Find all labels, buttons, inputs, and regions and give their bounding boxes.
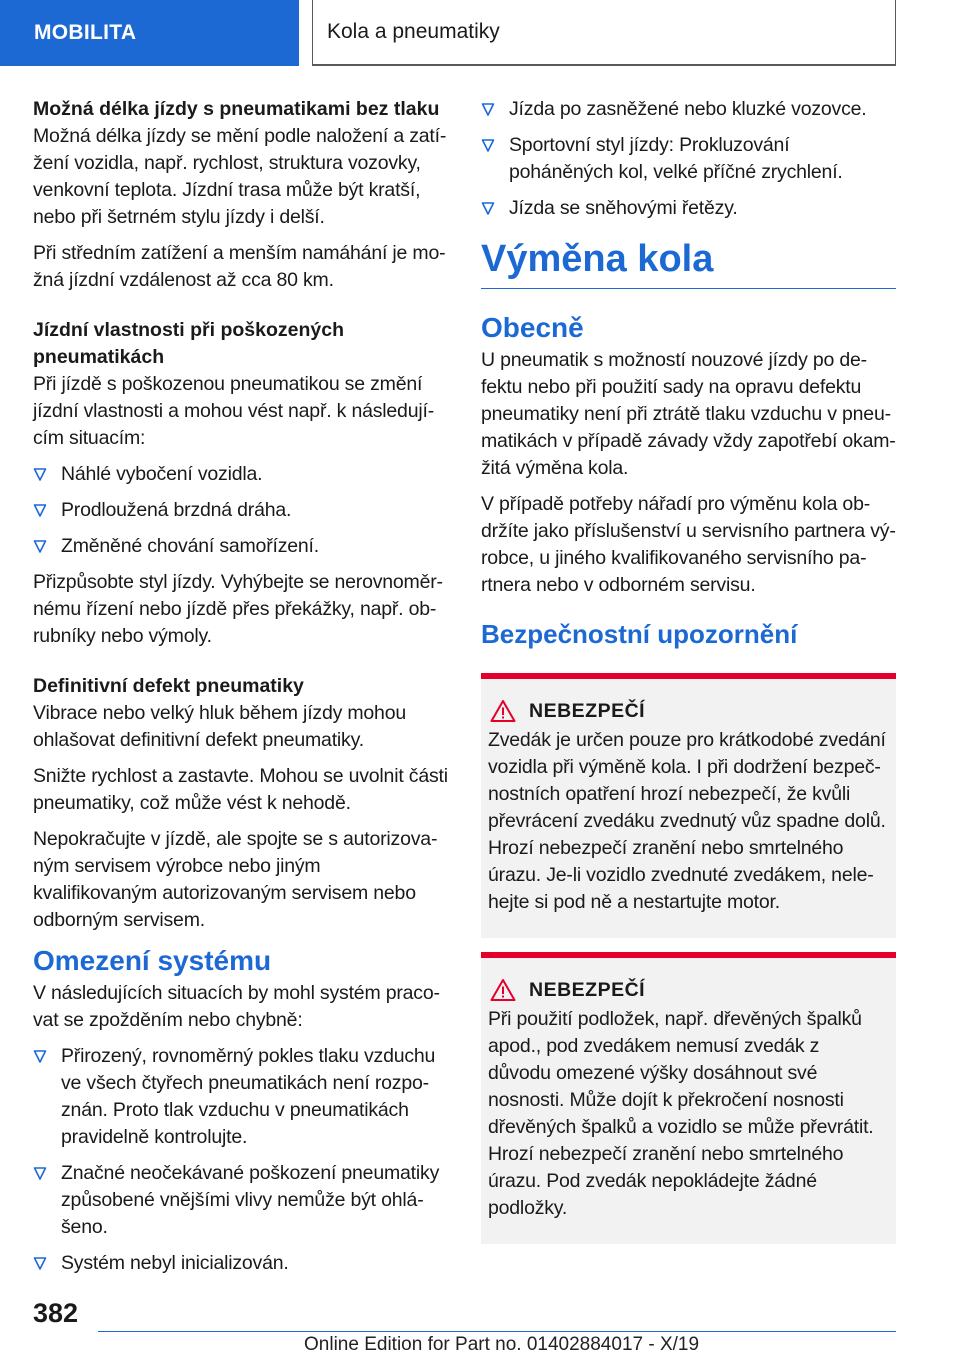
- paragraph: Možná délka jízdy se mění podle naložení a zatížení vozidla, např. rychlost, struktura vozovky, venkovní teplota. Jízdní trasa může být kratší, nebo při šetrném stylu jízdy i delší.: [33, 125, 447, 228]
- heading-definitive-defect: Definitivní defekt pneumatiky: [33, 675, 304, 697]
- warning-triangle-icon: [490, 699, 516, 723]
- footer-divider: [98, 1331, 896, 1332]
- left-column: [33, 96, 448, 1286]
- page-number: 382: [33, 1298, 79, 1328]
- paragraph: U pneumatik s možností nouzové jízdy po defektu nebo při použití sady na opravu defektu pneumatiky není při ztrátě tlaku vzduchu v pneumatikách v případě závady vždy zapotřebí okamžitá výměna kola.: [481, 349, 896, 479]
- danger-title: NEBEZPEČÍ: [529, 978, 646, 1001]
- triangle-bullet-icon: [33, 1164, 47, 1182]
- paragraph: V případě potřeby nářadí pro výměnu kola obdržíte jako příslušenství u servisního partnera výrobce, u jiného kvalifikovaného servisního partnera nebo v odborném servisu.: [481, 493, 896, 596]
- list-item: Změněné chování samořízení.: [33, 533, 448, 560]
- bullet-list: [481, 96, 896, 222]
- heading-system-limits: Omezení systému: [33, 945, 272, 976]
- list-item: Systém nebyl inicializován.: [33, 1250, 448, 1277]
- paragraph: Snižte rychlost a zastavte. Mohou se uvolnit části pneumatiky, což může vést k nehodě.: [33, 765, 448, 814]
- triangle-bullet-icon: [33, 501, 47, 519]
- triangle-bullet-icon: [33, 1254, 47, 1272]
- heading-wheel-change: Výměna kola: [481, 236, 896, 289]
- heading-safety-notes: Bezpečnostní upozornění: [481, 619, 798, 649]
- danger-box: [481, 673, 896, 938]
- footer-edition: Online Edition for Part no. 01402884017 - X/19: [304, 1334, 700, 1355]
- triangle-bullet-icon: [481, 136, 495, 154]
- triangle-bullet-icon: [481, 199, 495, 217]
- heading-general: Obecně: [481, 312, 584, 343]
- bullet-list: [33, 461, 448, 560]
- section-tab: MOBILITA: [0, 0, 299, 66]
- triangle-bullet-icon: [33, 1047, 47, 1065]
- list-item: Sportovní styl jízdy: Prokluzování poháněných kol, velké příčné zrychlení.: [481, 132, 896, 186]
- heading-run-flat-distance: Možná délka jízdy s pneumatikami bez tlaku: [33, 98, 440, 120]
- paragraph: Vibrace nebo velký hluk během jízdy mohou ohlašovat definitivní defekt pneumatiky.: [33, 702, 406, 751]
- list-item: Jízda se sněhovými řetězy.: [481, 195, 896, 222]
- danger-title: NEBEZPEČÍ: [529, 699, 646, 722]
- chapter-title: Kola a pneumatiky: [312, 0, 896, 66]
- list-item: Jízda po zasněžené nebo kluzké vozovce.: [481, 96, 896, 123]
- paragraph: Nepokračujte v jízdě, ale spojte se s autorizovaným servisem výrobce nebo jiným kvalifikovaným autorizovaným servisem nebo odborným servisem.: [33, 828, 438, 931]
- paragraph: Při středním zatížení a menším namáhání je možná jízdní vzdálenost až cca 80 km.: [33, 242, 446, 291]
- triangle-bullet-icon: [33, 537, 47, 555]
- heading-driving-characteristics: Jízdní vlastnosti při poškozených pneumatikách: [33, 319, 344, 368]
- triangle-bullet-icon: [481, 100, 495, 118]
- list-item: Značné neočekávané poškození pneumatiky způsobené vnějšími vlivy nemůže být ohlášeno.: [33, 1160, 448, 1241]
- list-item: Prodloužená brzdná dráha.: [33, 497, 448, 524]
- paragraph: Přizpůsobte styl jízdy. Vyhýbejte se nerovnoměrnému řízení nebo jízdě přes překážky, např. obrubníky nebo výmoly.: [33, 571, 444, 647]
- danger-box: [481, 952, 896, 1244]
- paragraph: V následujících situacích by mohl systém pracovat se zpožděním nebo chybně:: [33, 982, 440, 1031]
- list-item: Náhlé vybočení vozidla.: [33, 461, 448, 488]
- danger-text: Zvedák je určen pouze pro krátkodobé zvedání vozidla při výměně kola. I při dodržení bezpečnostních opatření hrozí nebezpečí, že kvůli převrácení zvedáku zvednutý vůz spadne dolů. Hrozí nebezpečí zranění nebo smrtelného úrazu. Je-li vozidlo zvednuté zvedákem, nelehejte si pod ně a nestartujte motor.: [488, 729, 886, 913]
- warning-triangle-icon: [490, 978, 516, 1002]
- triangle-bullet-icon: [33, 465, 47, 483]
- list-item: Přirozený, rovnoměrný pokles tlaku vzduchu ve všech čtyřech pneumatikách není rozpoznán. Proto tlak vzduchu v pneumatikách pravidelně kontrolujte.: [33, 1043, 448, 1151]
- danger-text: Při použití podložek, např. dřevěných špalků apod., pod zvedákem nemusí zvedák z důvodu omezené výšky dosáhnout své nosnosti. Může dojít k překročení nosnosti dřevěných špalků a vozidlo se může převrátit. Hrozí nebezpečí zranění nebo smrtelného úrazu. Pod zvedák nepokládejte žádné podložky.: [488, 1008, 874, 1219]
- right-column: [481, 96, 896, 1244]
- bullet-list: [33, 1043, 448, 1277]
- paragraph: Při jízdě s poškozenou pneumatikou se změní jízdní vlastnosti a mohou vést např. k následujícím situacím:: [33, 373, 435, 449]
